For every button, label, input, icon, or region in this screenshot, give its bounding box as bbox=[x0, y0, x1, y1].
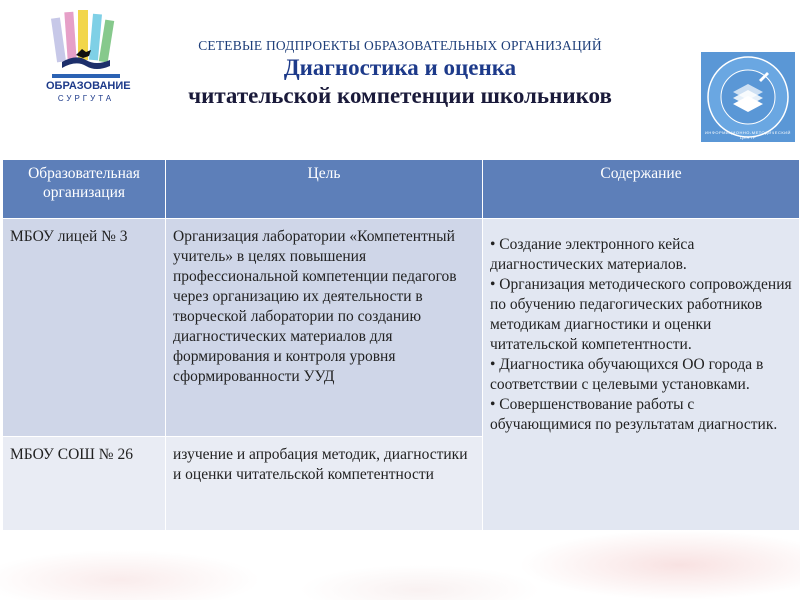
row-organization: МБОУ лицей № 3 bbox=[3, 219, 166, 437]
content-item: • Совершенствование работы с обучающимися по результатам диагностик. bbox=[490, 396, 778, 433]
content-item: • Организация методического сопровождения по обучению педагогических работников методикам диагностики и оценки читательской компетентности. bbox=[490, 276, 792, 353]
content-item: • Создание электронного кейса диагностических материалов. bbox=[490, 236, 695, 273]
page-title-line1: Диагностика и оценка bbox=[283, 55, 517, 80]
row-goal: Организация лаборатории «Компетентный учитель» в целях повышения профессиональной компетенции педагогов через организацию их деятельности в творческой лаборатории по созданию диагностических материалов для формирования и контроля уровня сформированности УУД bbox=[166, 219, 483, 437]
table-header-row bbox=[3, 160, 800, 219]
content-item: • Диагностика обучающихся ОО города в соответствии с целевыми установками. bbox=[490, 356, 764, 393]
column-header-goal: Цель bbox=[166, 160, 483, 219]
row-goal: изучение и апробация методик, диагностики и оценки читательской компетентности bbox=[166, 437, 483, 531]
row-organization: МБОУ СОШ № 26 bbox=[3, 437, 166, 531]
column-header-content: Содержание bbox=[483, 160, 800, 219]
education-surgut-logo bbox=[46, 10, 131, 110]
logo-left-text-bottom: СУРГУТА bbox=[57, 94, 115, 103]
content-cell bbox=[483, 219, 800, 531]
column-header-organization: Образовательная организация bbox=[3, 160, 166, 219]
page-subtitle: СЕТЕВЫЕ ПОДПРОЕКТЫ ОБРАЗОВАТЕЛЬНЫХ ОРГАНИЗАЦИЙ bbox=[198, 38, 602, 53]
logo-left-text-top: ОБРАЗОВАНИЕ bbox=[46, 80, 131, 92]
page-header bbox=[140, 38, 660, 110]
projects-table bbox=[2, 159, 800, 531]
logo-right-ring-text: ИНФОРМАЦИОННО-МЕТОДИЧЕСКИЙ ЦЕНТР bbox=[705, 130, 791, 140]
methodical-center-logo bbox=[701, 52, 795, 142]
page-title-line2: читательской компетенции школьников bbox=[188, 83, 612, 108]
table-row bbox=[3, 219, 800, 437]
bottom-decoration bbox=[0, 520, 800, 600]
